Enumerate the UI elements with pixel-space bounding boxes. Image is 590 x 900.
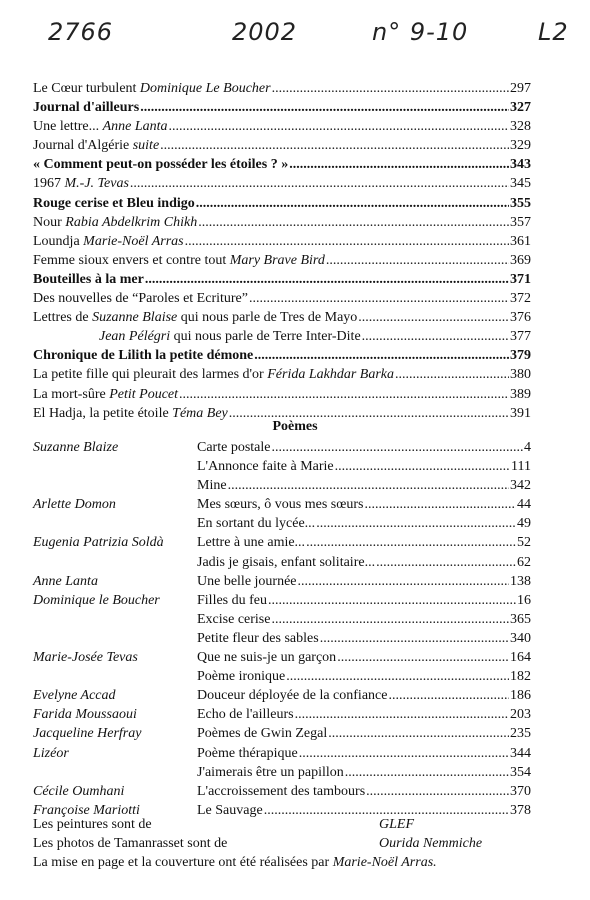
toc-entry <box>33 136 531 155</box>
toc-entry-title <box>33 346 253 365</box>
toc-dot-leader <box>145 270 509 289</box>
toc-entry-text: Des nouvelles de “Paroles et Ecriture” <box>33 291 248 307</box>
toc-entry <box>33 174 531 193</box>
toc-entry-page: 377 <box>510 329 531 345</box>
credit-photos-artist: Ourida Nemmiche <box>379 836 483 852</box>
toc-entry-title <box>33 117 168 136</box>
toc-entry-text: Lettres de <box>33 310 93 326</box>
poem-author: Cécile Oumhani <box>33 783 125 799</box>
toc-entry-text: Chronique de Lilith la petite démone <box>33 348 254 364</box>
poem-page: 378 <box>510 802 531 818</box>
toc-entry-page: 328 <box>510 119 531 135</box>
toc-entry-text: 1967 <box>33 176 65 192</box>
credit-paintings-artist: GLEF <box>379 817 414 832</box>
toc-entry-author: Téma Bey <box>172 405 228 421</box>
poem-page: 62 <box>517 554 531 570</box>
poem-author: Françoise Mariotti <box>33 802 140 818</box>
poem-entry <box>33 648 531 667</box>
poem-entry <box>33 667 531 686</box>
toc-dot-leader <box>395 365 509 384</box>
toc-entry-author: suite <box>132 138 160 154</box>
poem-page: 344 <box>510 745 531 761</box>
toc-entry-title <box>33 98 139 117</box>
poem-dot-leader <box>366 782 509 801</box>
toc-entry-page: 361 <box>510 233 531 249</box>
toc-entry-title <box>33 270 144 289</box>
poems-list <box>33 438 531 820</box>
poem-dot-leader <box>298 572 509 591</box>
poem-author: Suzanne Blaize <box>33 440 119 455</box>
poem-dot-leader <box>345 763 509 782</box>
toc-entry-title <box>33 174 129 193</box>
toc-dot-leader <box>326 251 509 270</box>
toc-entry-title <box>33 365 394 384</box>
toc-entry <box>33 117 531 136</box>
toc-dot-leader <box>185 232 509 251</box>
handwritten-year: 2002 <box>232 18 298 46</box>
toc-dot-leader <box>169 117 509 136</box>
credit-layout <box>33 853 553 872</box>
poem-dot-leader <box>271 610 509 629</box>
poem-title: Poèmes de Gwin Zegal <box>197 726 328 742</box>
toc-entry-title <box>33 79 271 98</box>
toc-entry-text: Une lettre... <box>33 119 103 135</box>
poem-dot-leader <box>337 648 509 667</box>
poem-entry <box>33 744 531 763</box>
poem-title: En sortant du lycée... <box>197 516 316 532</box>
poem-page: 111 <box>511 459 531 475</box>
poem-entry <box>33 705 531 724</box>
poem-author: Jacqueline Herfray <box>33 726 142 742</box>
toc-entry-page: 379 <box>510 348 531 364</box>
poem-page: 4 <box>524 440 531 455</box>
poem-author: Dominique le Boucher <box>33 592 160 608</box>
toc-entry-text-after: qui nous parle de Terre Inter-Dite <box>170 329 361 345</box>
toc-dot-leader <box>289 155 509 174</box>
poem-entry <box>33 514 531 533</box>
poem-entry <box>33 763 531 782</box>
toc-entry-text: Femme sioux envers et contre tout <box>33 252 230 268</box>
toc-entry <box>33 385 531 404</box>
handwritten-issue-number: n° 9-10 <box>372 18 469 46</box>
toc-entry-page: 376 <box>510 310 531 326</box>
toc-entry-page: 297 <box>510 81 531 96</box>
poem-entry <box>33 553 531 572</box>
poem-page: 203 <box>510 707 531 723</box>
toc-entry-text: Journal d'Algérie <box>33 138 133 154</box>
toc-entry-page: 391 <box>510 405 531 421</box>
toc-section-entry <box>33 270 531 289</box>
poem-title: Excise cerise <box>197 611 271 627</box>
toc-entry-title <box>33 385 178 404</box>
toc-entry-author: Rabia Abdelkrim Chikh <box>65 214 198 230</box>
toc-entry-title <box>33 308 357 327</box>
poem-title: Une belle journée <box>197 573 297 589</box>
toc-entry-author: Férida Lakhdar Barka <box>267 367 394 383</box>
toc-entry-page: 369 <box>510 252 531 268</box>
toc-entry-author: Dominique Le Boucher <box>139 81 271 96</box>
poem-entry <box>33 457 531 476</box>
poem-dot-leader <box>271 438 523 457</box>
toc-entry-author: Jean Pélégri <box>99 329 171 345</box>
poem-title: Lettre à une amie... <box>197 535 306 551</box>
poems-heading: Poèmes <box>272 419 318 434</box>
toc-entry-text: « Comment peut-on posséder les étoiles ? » <box>33 157 289 173</box>
poem-entry <box>33 591 531 610</box>
poem-dot-leader <box>316 514 516 533</box>
toc-entry-title <box>33 232 184 251</box>
poem-dot-leader <box>388 686 509 705</box>
poem-dot-leader <box>268 591 516 610</box>
toc-dot-leader <box>130 174 509 193</box>
toc-dot-leader <box>254 346 509 365</box>
toc-entry-text: Le Cœur turbulent <box>33 81 140 96</box>
toc-entry-page: 343 <box>510 157 531 173</box>
poem-title: Echo de l'ailleurs <box>197 707 294 723</box>
poem-title: Jadis je gisais, enfant solitaire... <box>197 554 376 570</box>
poem-page: 340 <box>510 630 531 646</box>
toc-entry-title <box>33 327 361 346</box>
poem-entry <box>33 476 531 495</box>
poem-title: Petite fleur des sables <box>197 630 319 646</box>
toc-entry-page: 371 <box>510 271 531 287</box>
poem-page: 342 <box>510 478 531 494</box>
poem-entry <box>33 610 531 629</box>
toc-section-entry <box>33 194 531 213</box>
poem-entry <box>33 572 531 591</box>
toc-dot-leader <box>198 213 509 232</box>
toc-entry-text: Loundja <box>33 233 84 249</box>
toc-entry-text: La mort-sûre <box>33 386 110 402</box>
poem-dot-leader <box>328 724 509 743</box>
poem-title: Douceur déployée de la confiance <box>197 688 388 704</box>
poem-dot-leader <box>299 744 509 763</box>
credit-layout-person: Marie-Noël Arras. <box>332 855 437 871</box>
toc-entry-title <box>33 251 325 270</box>
toc-entry-author: Mary Brave Bird <box>229 252 325 268</box>
toc-entry <box>33 327 531 346</box>
toc-section-entry <box>33 98 531 117</box>
toc-entry-page: 327 <box>510 100 531 116</box>
poem-page: 52 <box>517 535 531 551</box>
toc-entry-page: 357 <box>510 214 531 230</box>
credit-photos-label: Les photos de Tamanrasset sont de <box>33 836 228 852</box>
poem-author: Anne Lanta <box>33 573 98 589</box>
toc-entry-text: Journal d'ailleurs <box>33 100 140 116</box>
poem-author: Lizéor <box>33 745 69 761</box>
toc-entry-text: El Hadja, la petite étoile <box>33 405 173 421</box>
toc-entry-title <box>33 289 248 308</box>
poem-author: Farida Moussaoui <box>33 707 137 723</box>
toc-entry-title <box>33 213 197 232</box>
handwritten-code: L2 <box>538 18 569 46</box>
poem-title: Poème thérapique <box>197 745 298 761</box>
toc-entry-text: Bouteilles à la mer <box>33 271 144 287</box>
poem-title: Le Sauvage <box>197 802 263 818</box>
poem-author: Arlette Domon <box>33 497 116 513</box>
toc-entry <box>33 308 531 327</box>
poem-dot-leader <box>335 457 510 476</box>
credits-footer <box>33 815 553 872</box>
poem-page: 365 <box>510 611 531 627</box>
toc-entry-page: 355 <box>510 195 531 211</box>
poem-title: Poème ironique <box>197 669 286 685</box>
poem-page: 182 <box>510 669 531 685</box>
toc-entry-page: 329 <box>510 138 531 154</box>
poem-dot-leader <box>228 476 509 495</box>
toc-entry-text: La petite fille qui pleurait des larmes d'or <box>33 367 268 383</box>
toc-entry-page: 389 <box>510 386 531 402</box>
toc-dot-leader <box>362 327 509 346</box>
poem-page: 186 <box>510 688 531 704</box>
poem-author: Eugenia Patrizia Soldà <box>33 535 164 551</box>
toc-entry-author: Petit Poucet <box>109 386 179 402</box>
poem-page: 49 <box>517 516 531 532</box>
toc-dot-leader <box>140 98 509 117</box>
toc-entry-author: Suzanne Blaise <box>92 310 178 326</box>
credit-paintings-label: Les peintures sont de <box>33 817 152 832</box>
poem-entry <box>33 438 531 457</box>
toc-dot-leader <box>249 289 509 308</box>
toc-dot-leader <box>358 308 509 327</box>
toc-entry <box>33 289 531 308</box>
poem-page: 44 <box>517 497 531 513</box>
poem-entry <box>33 724 531 743</box>
poem-title: Mine <box>197 478 227 494</box>
poem-title: L'Annonce faite à Marie <box>197 459 334 475</box>
table-of-contents <box>33 79 531 423</box>
toc-entry-page: 345 <box>510 176 531 192</box>
toc-entry-text: Nour <box>33 214 66 230</box>
handwritten-ref-number: 2766 <box>48 18 114 46</box>
poem-entry <box>33 629 531 648</box>
toc-entry-text-after: qui nous parle de Tres de Mayo <box>177 310 358 326</box>
poem-entry <box>33 533 531 552</box>
toc-dot-leader <box>196 194 509 213</box>
poem-author: Evelyne Accad <box>33 688 116 704</box>
poem-page: 370 <box>510 783 531 799</box>
toc-section-entry <box>33 346 531 365</box>
toc-entry-title <box>33 155 288 174</box>
poem-title: Filles du feu <box>197 592 267 608</box>
toc-entry-author: Anne Lanta <box>102 119 168 135</box>
toc-dot-leader <box>179 385 509 404</box>
poem-dot-leader <box>286 667 509 686</box>
credit-layout-label: La mise en page et la couverture ont été réalisées par <box>33 855 333 871</box>
poem-entry <box>33 495 531 514</box>
poem-title: L'accroissement des tambours <box>197 783 366 799</box>
poem-dot-leader <box>306 533 516 552</box>
toc-dot-leader <box>160 136 509 155</box>
poem-title: J'aimerais être un papillon <box>197 764 344 780</box>
poem-dot-leader <box>376 553 516 572</box>
toc-entry-title <box>33 136 159 155</box>
toc-entry-text: Rouge cerise et Bleu indigo <box>33 195 195 211</box>
poem-title: Mes sœurs, ô vous mes sœurs <box>197 497 364 513</box>
poem-page: 164 <box>510 650 531 666</box>
credit-photos <box>33 834 553 853</box>
toc-entry-author: Marie-Noël Arras <box>83 233 184 249</box>
poem-entry <box>33 782 531 801</box>
toc-dot-leader <box>272 79 509 98</box>
toc-section-entry <box>33 155 531 174</box>
poem-dot-leader <box>295 705 509 724</box>
toc-entry <box>33 251 531 270</box>
toc-entry <box>33 213 531 232</box>
poem-entry <box>33 686 531 705</box>
credit-paintings <box>33 815 553 834</box>
toc-entry-page: 372 <box>510 291 531 307</box>
toc-entry <box>33 232 531 251</box>
toc-entry-author: M.-J. Tevas <box>64 176 129 192</box>
poem-author: Marie-Josée Tevas <box>33 650 138 666</box>
toc-entry <box>33 365 531 384</box>
poem-page: 16 <box>517 592 531 608</box>
poem-dot-leader <box>320 629 509 648</box>
poem-page: 235 <box>510 726 531 742</box>
toc-entry-page: 380 <box>510 367 531 383</box>
poem-page: 138 <box>510 573 531 589</box>
toc-entry-title <box>33 194 195 213</box>
toc-entry <box>33 79 531 98</box>
poem-title: Que ne suis-je un garçon <box>197 650 337 666</box>
poem-page: 354 <box>510 764 531 780</box>
poem-title: Carte postale <box>197 440 271 455</box>
poem-dot-leader <box>364 495 516 514</box>
